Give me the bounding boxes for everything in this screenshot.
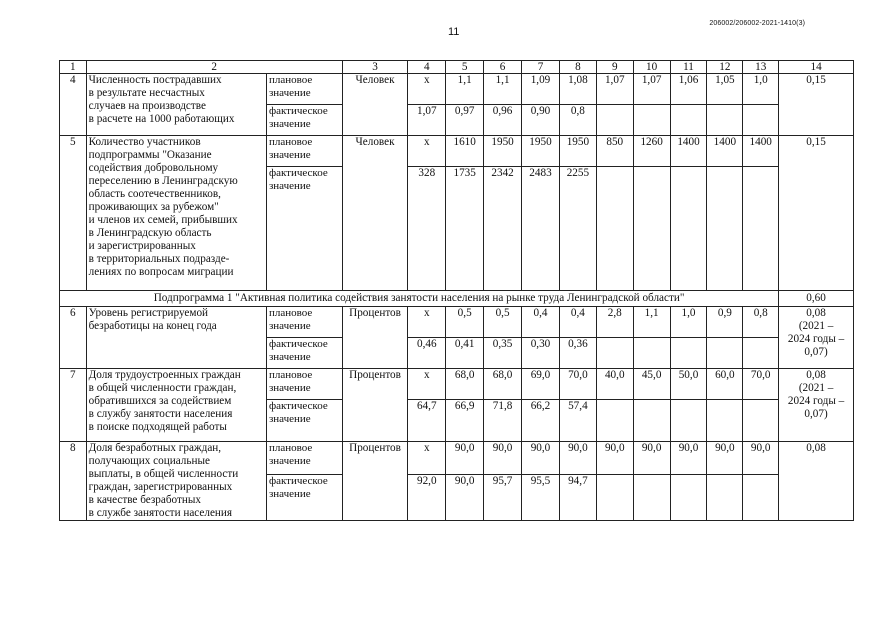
row-number: 7: [60, 369, 87, 442]
actual-value: 95,7: [484, 474, 522, 520]
weight-cell: 0,08: [779, 442, 854, 521]
actual-value: 92,0: [408, 474, 446, 520]
actual-value: 328: [408, 167, 446, 291]
actual-value: [743, 167, 779, 291]
planned-value: 1950: [484, 136, 522, 167]
actual-value: [707, 474, 743, 520]
planned-value: 68,0: [446, 369, 484, 400]
planned-value: 1,09: [522, 74, 560, 105]
subprogram-title: Подпрограмма 1 "Активная политика содействия занятости населения на рынке труда Ленинградской области": [60, 291, 779, 307]
actual-value: [596, 338, 633, 369]
table-row: [60, 369, 854, 400]
planned-value: 2,8: [596, 307, 633, 338]
actual-value: 0,96: [484, 105, 522, 136]
header-cell: 7: [522, 61, 560, 74]
actual-value: [633, 400, 670, 442]
planned-value: 0,5: [446, 307, 484, 338]
actual-value: [633, 167, 670, 291]
planned-label: плановое значение: [266, 307, 342, 338]
header-cell: 9: [596, 61, 633, 74]
weight-cell: 0,08 (2021 – 2024 годы – 0,07): [779, 307, 854, 369]
planned-value: 68,0: [484, 369, 522, 400]
actual-value: [707, 400, 743, 442]
actual-value: 94,7: [559, 474, 596, 520]
planned-value: 90,0: [743, 442, 779, 475]
planned-value: 1,08: [559, 74, 596, 105]
page-number: 11: [448, 26, 460, 38]
actual-value: 0,46: [408, 338, 446, 369]
header-cell: 13: [743, 61, 779, 74]
table-row: [60, 74, 854, 105]
planned-value: х: [408, 307, 446, 338]
subprogram-weight: 0,60: [779, 291, 854, 307]
planned-value: 0,4: [522, 307, 560, 338]
unit-cell: Человек: [342, 136, 408, 291]
actual-value: [670, 474, 707, 520]
planned-value: 90,0: [522, 442, 560, 475]
actual-value: 90,0: [446, 474, 484, 520]
planned-value: 850: [596, 136, 633, 167]
planned-value: 1260: [633, 136, 670, 167]
actual-value: [596, 474, 633, 520]
actual-value: [633, 105, 670, 136]
actual-value: 0,30: [522, 338, 560, 369]
planned-value: х: [408, 369, 446, 400]
planned-value: 1,06: [670, 74, 707, 105]
planned-value: х: [408, 442, 446, 475]
unit-cell: Процентов: [342, 369, 408, 442]
planned-label: плановое значение: [266, 442, 342, 475]
planned-value: 90,0: [633, 442, 670, 475]
planned-value: 1,07: [596, 74, 633, 105]
actual-value: 2483: [522, 167, 560, 291]
row-number: 5: [60, 136, 87, 291]
planned-value: 1950: [522, 136, 560, 167]
actual-value: 1735: [446, 167, 484, 291]
row-number: 4: [60, 74, 87, 136]
header-cell: 1: [60, 61, 87, 74]
header-cell: 3: [342, 61, 408, 74]
planned-value: 50,0: [670, 369, 707, 400]
actual-value: [743, 474, 779, 520]
planned-value: 69,0: [522, 369, 560, 400]
actual-value: [670, 338, 707, 369]
subprogram-row: [60, 291, 854, 307]
header-row: [60, 61, 854, 74]
header-cell: 6: [484, 61, 522, 74]
actual-value: [707, 338, 743, 369]
planned-value: 0,4: [559, 307, 596, 338]
actual-value: [596, 105, 633, 136]
header-cell: 10: [633, 61, 670, 74]
planned-value: 1400: [743, 136, 779, 167]
actual-value: [670, 105, 707, 136]
header-cell: 5: [446, 61, 484, 74]
actual-value: 71,8: [484, 400, 522, 442]
planned-value: 1,1: [446, 74, 484, 105]
actual-label: фактическое значение: [266, 167, 342, 291]
planned-value: 1,05: [707, 74, 743, 105]
indicator-name: Доля трудоустроенных граждан в общей численности граждан, обратившихся за содействием в службу занятости населения в поиске подходящей работы: [86, 369, 266, 442]
actual-value: 0,35: [484, 338, 522, 369]
planned-value: 70,0: [743, 369, 779, 400]
planned-value: х: [408, 136, 446, 167]
indicator-name: Доля безработных граждан, получающих социальные выплаты, в общей численности граждан, зарегистрированных в качестве безработных в службе занятости населения: [86, 442, 266, 521]
weight-cell: 0,15: [779, 74, 854, 136]
planned-value: 1610: [446, 136, 484, 167]
table-row: [60, 442, 854, 475]
planned-value: 90,0: [446, 442, 484, 475]
planned-label: плановое значение: [266, 369, 342, 400]
planned-value: 1,0: [743, 74, 779, 105]
actual-value: 64,7: [408, 400, 446, 442]
actual-value: 95,5: [522, 474, 560, 520]
actual-value: [743, 338, 779, 369]
planned-value: 90,0: [707, 442, 743, 475]
document-id: 206002/206002-2021-1410(3): [709, 20, 805, 27]
planned-label: плановое значение: [266, 136, 342, 167]
row-number: 8: [60, 442, 87, 521]
planned-label: плановое значение: [266, 74, 342, 105]
planned-value: 1,1: [484, 74, 522, 105]
indicators-table: [59, 60, 854, 521]
actual-value: 2342: [484, 167, 522, 291]
actual-value: [743, 105, 779, 136]
actual-value: 0,41: [446, 338, 484, 369]
table-row: [60, 307, 854, 338]
planned-value: 1400: [707, 136, 743, 167]
planned-value: 0,5: [484, 307, 522, 338]
planned-value: 1,0: [670, 307, 707, 338]
actual-label: фактическое значение: [266, 474, 342, 520]
actual-value: 1,07: [408, 105, 446, 136]
planned-value: 90,0: [559, 442, 596, 475]
weight-cell: 0,08 (2021 – 2024 годы – 0,07): [779, 369, 854, 442]
planned-value: 90,0: [484, 442, 522, 475]
header-cell: 11: [670, 61, 707, 74]
planned-value: 40,0: [596, 369, 633, 400]
header-cell: 2: [86, 61, 342, 74]
actual-label: фактическое значение: [266, 400, 342, 442]
actual-value: [743, 400, 779, 442]
unit-cell: Человек: [342, 74, 408, 136]
indicator-name: Количество участников подпрограммы "Оказание содействия добровольному переселению в Ленинградскую область соотечественников, проживающих за рубежом" и членов их семей, прибывших в Ленинградскую область и зарегистрированных в территориальных подразде- лениях по вопросам миграции: [86, 136, 266, 291]
actual-label: фактическое значение: [266, 338, 342, 369]
actual-value: [633, 338, 670, 369]
indicator-name: Уровень регистрируемой безработицы на конец года: [86, 307, 266, 369]
planned-value: 0,9: [707, 307, 743, 338]
planned-value: 90,0: [596, 442, 633, 475]
header-cell: 4: [408, 61, 446, 74]
actual-value: 66,2: [522, 400, 560, 442]
planned-value: х: [408, 74, 446, 105]
actual-label: фактическое значение: [266, 105, 342, 136]
actual-value: 2255: [559, 167, 596, 291]
planned-value: 1,07: [633, 74, 670, 105]
unit-cell: Процентов: [342, 442, 408, 521]
planned-value: 1,1: [633, 307, 670, 338]
actual-value: 0,97: [446, 105, 484, 136]
actual-value: 0,90: [522, 105, 560, 136]
planned-value: 0,8: [743, 307, 779, 338]
header-cell: 8: [559, 61, 596, 74]
actual-value: [670, 400, 707, 442]
weight-cell: 0,15: [779, 136, 854, 291]
indicator-name: Численность пострадавших в результате несчастных случаев на производстве в расчете на 1000 работающих: [86, 74, 266, 136]
actual-value: 57,4: [559, 400, 596, 442]
actual-value: [596, 400, 633, 442]
row-number: 6: [60, 307, 87, 369]
actual-value: [670, 167, 707, 291]
actual-value: 66,9: [446, 400, 484, 442]
planned-value: 1950: [559, 136, 596, 167]
actual-value: [596, 167, 633, 291]
unit-cell: Процентов: [342, 307, 408, 369]
planned-value: 60,0: [707, 369, 743, 400]
table-row: [60, 136, 854, 167]
header-cell: 14: [779, 61, 854, 74]
planned-value: 70,0: [559, 369, 596, 400]
header-cell: 12: [707, 61, 743, 74]
actual-value: 0,36: [559, 338, 596, 369]
planned-value: 90,0: [670, 442, 707, 475]
actual-value: [707, 167, 743, 291]
actual-value: [707, 105, 743, 136]
planned-value: 1400: [670, 136, 707, 167]
actual-value: 0,8: [559, 105, 596, 136]
planned-value: 45,0: [633, 369, 670, 400]
actual-value: [633, 474, 670, 520]
